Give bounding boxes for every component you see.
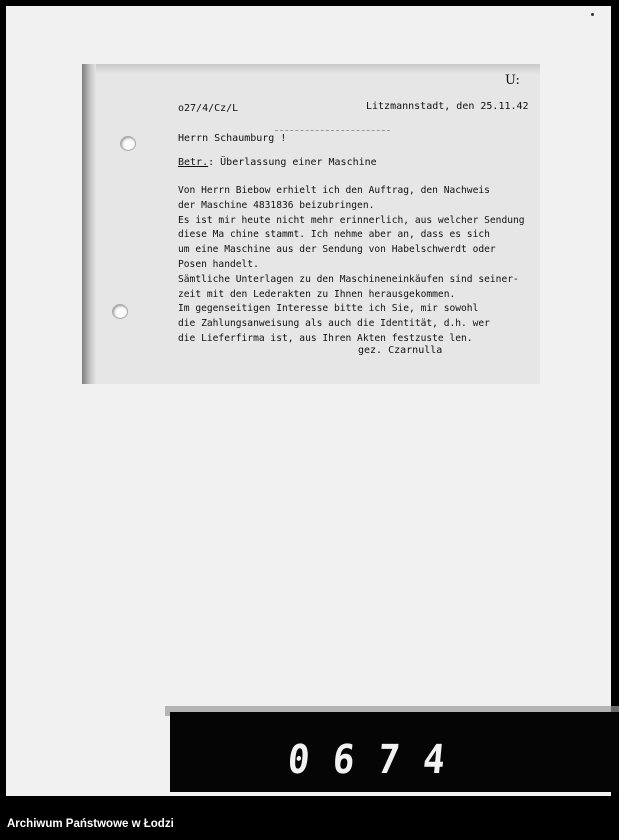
recipient-line: Herrn Schaumburg !: [178, 133, 287, 144]
corner-handwritten-mark: U:: [505, 73, 520, 88]
body-line: Posen handelt.: [178, 258, 259, 270]
faint-strike-line: [275, 130, 390, 133]
card-left-edge: [82, 64, 96, 384]
subject-text: : Überlassung einer Maschine: [208, 157, 377, 168]
body-line: der Maschine 4831836 beizubringen.: [178, 199, 375, 211]
body-line: zeit mit den Lederakten zu Ihnen herausgekommen.: [178, 288, 456, 300]
subject-label: Betr.: [178, 157, 209, 168]
body-line: diese Ma chine stammt. Ich nehme aber an, dass es sich: [178, 229, 490, 241]
reference-number: o27/4/Cz/L: [178, 103, 239, 114]
body-line: Im gegenseitigen Interesse bitte ich Sie, mir sowohl: [178, 303, 479, 315]
place-date: Litzmannstadt, den 25.11.42: [366, 101, 529, 112]
punch-hole-bottom: [112, 304, 128, 319]
body-line: um eine Maschine aus der Sendung von Habelschwerdt oder: [178, 244, 496, 256]
body-line: die Zahlungsanweisung als auch die Identität, d.h. wer: [178, 318, 490, 330]
body-line: Es ist mir heute nicht mehr erinnerlich, aus welcher Sendung: [178, 214, 525, 226]
frame-number: 0674: [285, 737, 471, 783]
signature-line: gez. Czarnulla: [358, 345, 443, 356]
body-line: Von Herrn Biebow erhielt ich den Auftrag, den Nachweis: [178, 185, 490, 196]
body-line: Sämtliche Unterlagen zu den Maschineneinkäufen sind seiner-: [178, 273, 519, 285]
archive-label: Archiwum Państwowe w Łodzi: [7, 818, 174, 830]
card-top-edge: [82, 64, 540, 74]
film-speck: [591, 13, 594, 16]
letter-body: [178, 184, 525, 347]
subject-line: [178, 156, 377, 169]
body-line: die Lieferfirma ist, aus Ihren Akten festzuste len.: [178, 332, 473, 344]
punch-hole-top: [120, 136, 136, 151]
